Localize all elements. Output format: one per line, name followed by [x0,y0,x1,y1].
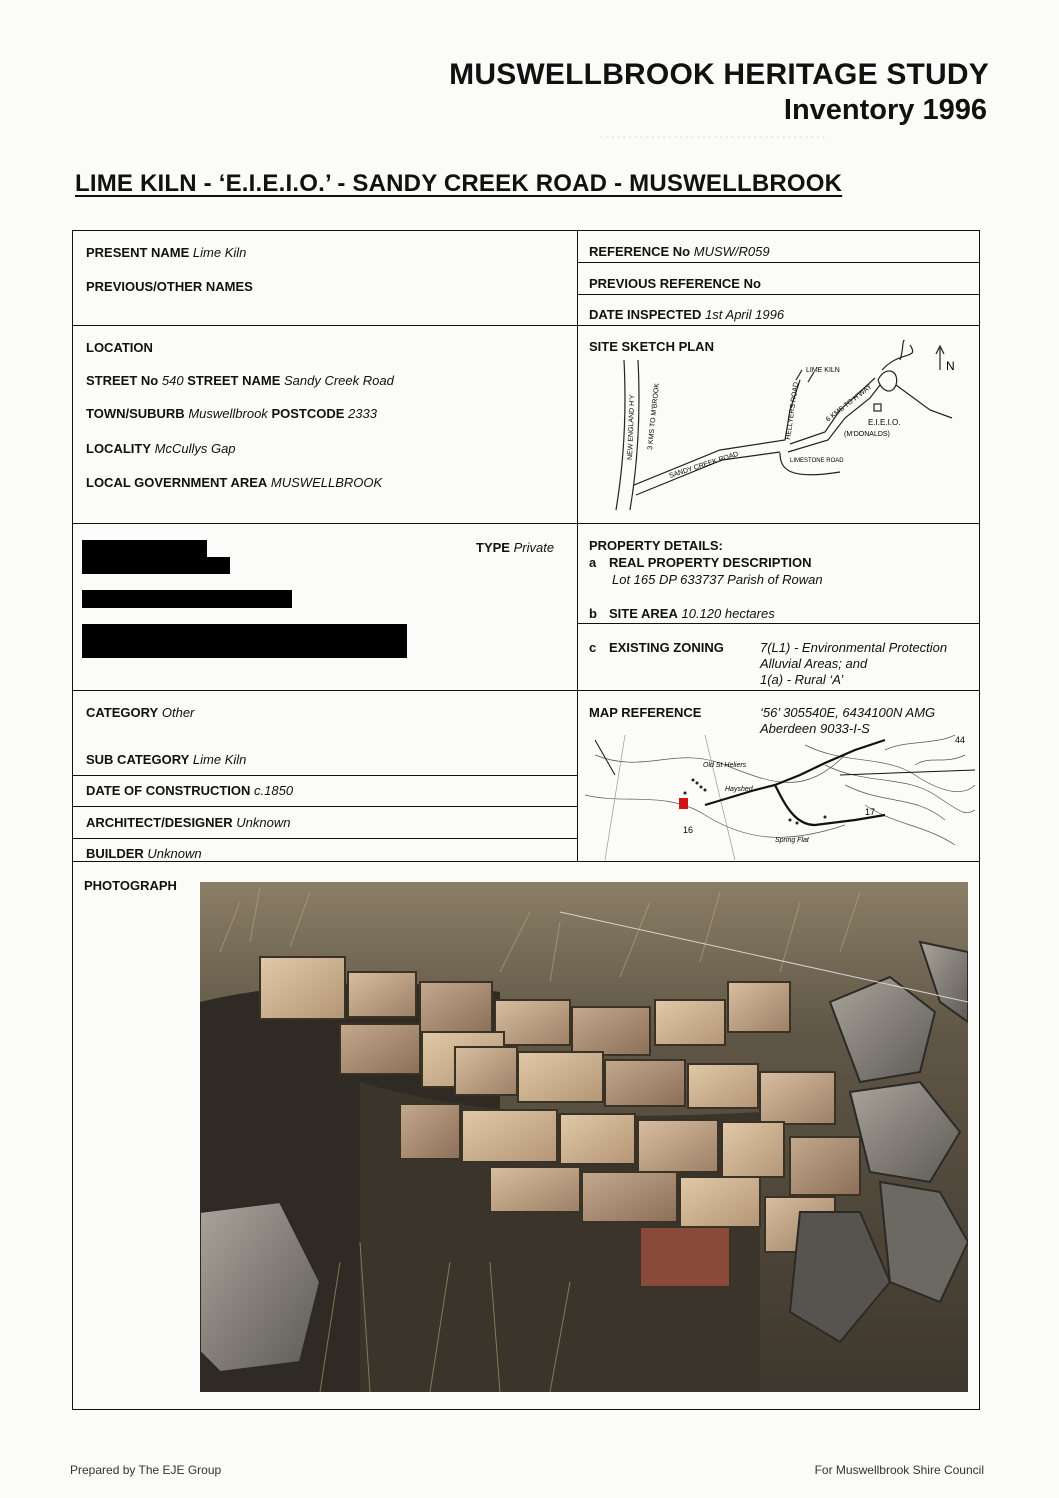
item-heading: LIME KILN - ‘E.I.E.I.O.’ - SANDY CREEK ROAD - MUSWELLBROOK [75,170,843,197]
street-no-label: STREET No [86,373,159,388]
construction-date-label: DATE OF CONSTRUCTION [86,783,251,798]
inventory-subtitle: Inventory 1996 [783,94,987,126]
construction-date-field [86,783,293,798]
previous-reference-label: PREVIOUS REFERENCE No [589,276,761,291]
real-property-field [589,555,812,570]
sketch-kms-to-hway: 6 KMS TO H‘WAY [824,383,874,424]
map-reference-value: ‘56’ 305540E, 6434100N AMG Aberdeen 9033-I-S [760,705,936,736]
sketch-mdonalds: (M‘DONALDS) [844,431,890,438]
row-divider [73,838,577,839]
previous-names-label: PREVIOUS/OTHER NAMES [86,279,253,294]
reference-label: REFERENCE No [589,244,691,259]
street-no-value: 540 [161,373,184,388]
town-label: TOWN/SUBURB [86,406,185,421]
location-heading: LOCATION [86,340,153,355]
site-area-field [589,606,775,621]
row-divider [73,775,577,776]
site-area-label: SITE AREA [609,606,678,621]
previous-names-field [86,279,253,294]
subcategory-value: Lime Kiln [192,752,247,767]
study-title: MUSWELLBROOK HERITAGE STUDY [449,58,989,91]
row-divider [73,861,979,862]
date-inspected-value: 1st April 1996 [705,307,785,322]
redacted-owner-name [82,540,207,557]
site-location-marker [679,798,688,809]
date-inspected-label: DATE INSPECTED [589,307,702,322]
lga-field [86,475,382,490]
date-inspected-field [589,307,784,322]
sketch-lime-kiln: LIME KILN [806,367,840,374]
sketch-hellyers: HELLYERS ROAD [785,381,801,441]
builder-value: Unknown [147,846,202,861]
bleed-through-text: ▪ ▪ ▪ ▪ ▪ ▪ ▪ ▪ ▪ ▪ ▪ ▪ ▪ ▪ ▪ ▪ ▪ ▪ ▪ ▪ ▪ ▪ ▪ ▪ ▪ ▪ ▪ ▪ ▪ ▪ ▪ ▪ ▪ ▪ ▪ ▪ ▪ ▪ ▪ ▪ [600,132,826,142]
item-a-letter: a [589,555,597,570]
sketch-limestone: LIMESTONE ROAD [790,458,844,464]
type-field [476,540,554,555]
redacted-owner-address [82,624,407,658]
town-field [86,406,377,421]
footer-prepared-by: Prepared by The EJE Group [70,1463,222,1477]
postcode-label: POSTCODE [271,406,345,421]
row-divider [73,690,979,691]
architect-label: ARCHITECT/DESIGNER [86,815,233,830]
postcode-value: 2333 [348,406,377,421]
sketch-new-england: NEW ENGLAND H‘Y [627,394,637,461]
row-divider [73,325,979,326]
builder-label: BUILDER [86,846,144,861]
zoning-value: 7(L1) - Environmental Protection Alluvial Areas; and 1(a) - Rural ‘A’ [760,640,948,687]
row-divider [577,294,979,295]
site-sketch-plan [600,340,976,520]
lime-kiln-photo-image [200,882,968,1392]
lga-label: LOCAL GOVERNMENT AREA [86,475,268,490]
row-divider [577,623,979,624]
map-old-st-heliers: Old St Heliers [703,762,747,769]
map-hayshed: Hayshed [725,786,753,793]
category-label: CATEGORY [86,705,159,720]
architect-value: Unknown [236,815,291,830]
street-field [86,373,394,388]
sketch-north: N [946,359,955,373]
locality-field [86,441,236,456]
redacted-owner-address [82,590,292,608]
row-divider [577,262,979,263]
map-reference-field [589,705,701,720]
map-grid-16: 16 [683,825,694,835]
footer-council: For Muswellbrook Shire Council [814,1463,984,1477]
row-divider [73,806,577,807]
map-grid-44: 44 [955,735,966,745]
category-field [86,705,194,720]
map-grid-17: 17 [865,807,876,817]
redacted-owner-name [82,557,230,574]
category-value: Other [161,705,195,720]
present-name-value: Lime Kiln [192,245,247,260]
locality-value: McCullys Gap [154,441,236,456]
zoning-field [589,640,724,655]
map-spring-flat: Spring Flat [775,837,809,844]
site-sketch-label: SITE SKETCH PLAN [589,339,714,354]
subcategory-label: SUB CATEGORY [86,752,190,767]
present-name-label: PRESENT NAME [86,245,190,260]
reference-field [589,244,770,259]
reference-value: MUSW/R059 [693,244,770,259]
map-reference-label: MAP REFERENCE [589,705,702,720]
construction-date-value: c.1850 [254,783,294,798]
sketch-eieio: E.I.E.I.O. [868,418,901,427]
row-divider [73,523,979,524]
lime-kiln-photograph [200,882,968,1392]
town-value: Muswellbrook [188,406,268,421]
previous-reference-field [589,276,761,291]
item-c-letter: c [589,640,597,655]
real-property-label: REAL PROPERTY DESCRIPTION [609,555,812,570]
type-label: TYPE [476,540,510,555]
builder-field [86,846,202,861]
sketch-to-mbrook: 3 KMS TO M‘BROOK [647,382,661,451]
architect-field [86,815,290,830]
present-name-field [86,245,246,260]
locality-label: LOCALITY [86,441,151,456]
type-value: Private [513,540,555,555]
item-b-letter: b [589,606,597,621]
zoning-label: EXISTING ZONING [609,640,724,655]
street-name-label: STREET NAME [187,373,281,388]
subcategory-field [86,752,246,767]
real-property-value: Lot 165 DP 633737 Parish of Rowan [612,572,823,587]
lga-value: MUSWELLBROOK [270,475,383,490]
street-name-value: Sandy Creek Road [283,373,394,388]
property-details-heading: PROPERTY DETAILS: [589,538,723,553]
site-area-value: 10.120 hectares [681,606,775,621]
photograph-label: PHOTOGRAPH [84,878,177,893]
topographic-map [585,735,975,860]
sketch-sandy-creek: SANDY CREEK ROAD [668,450,740,480]
